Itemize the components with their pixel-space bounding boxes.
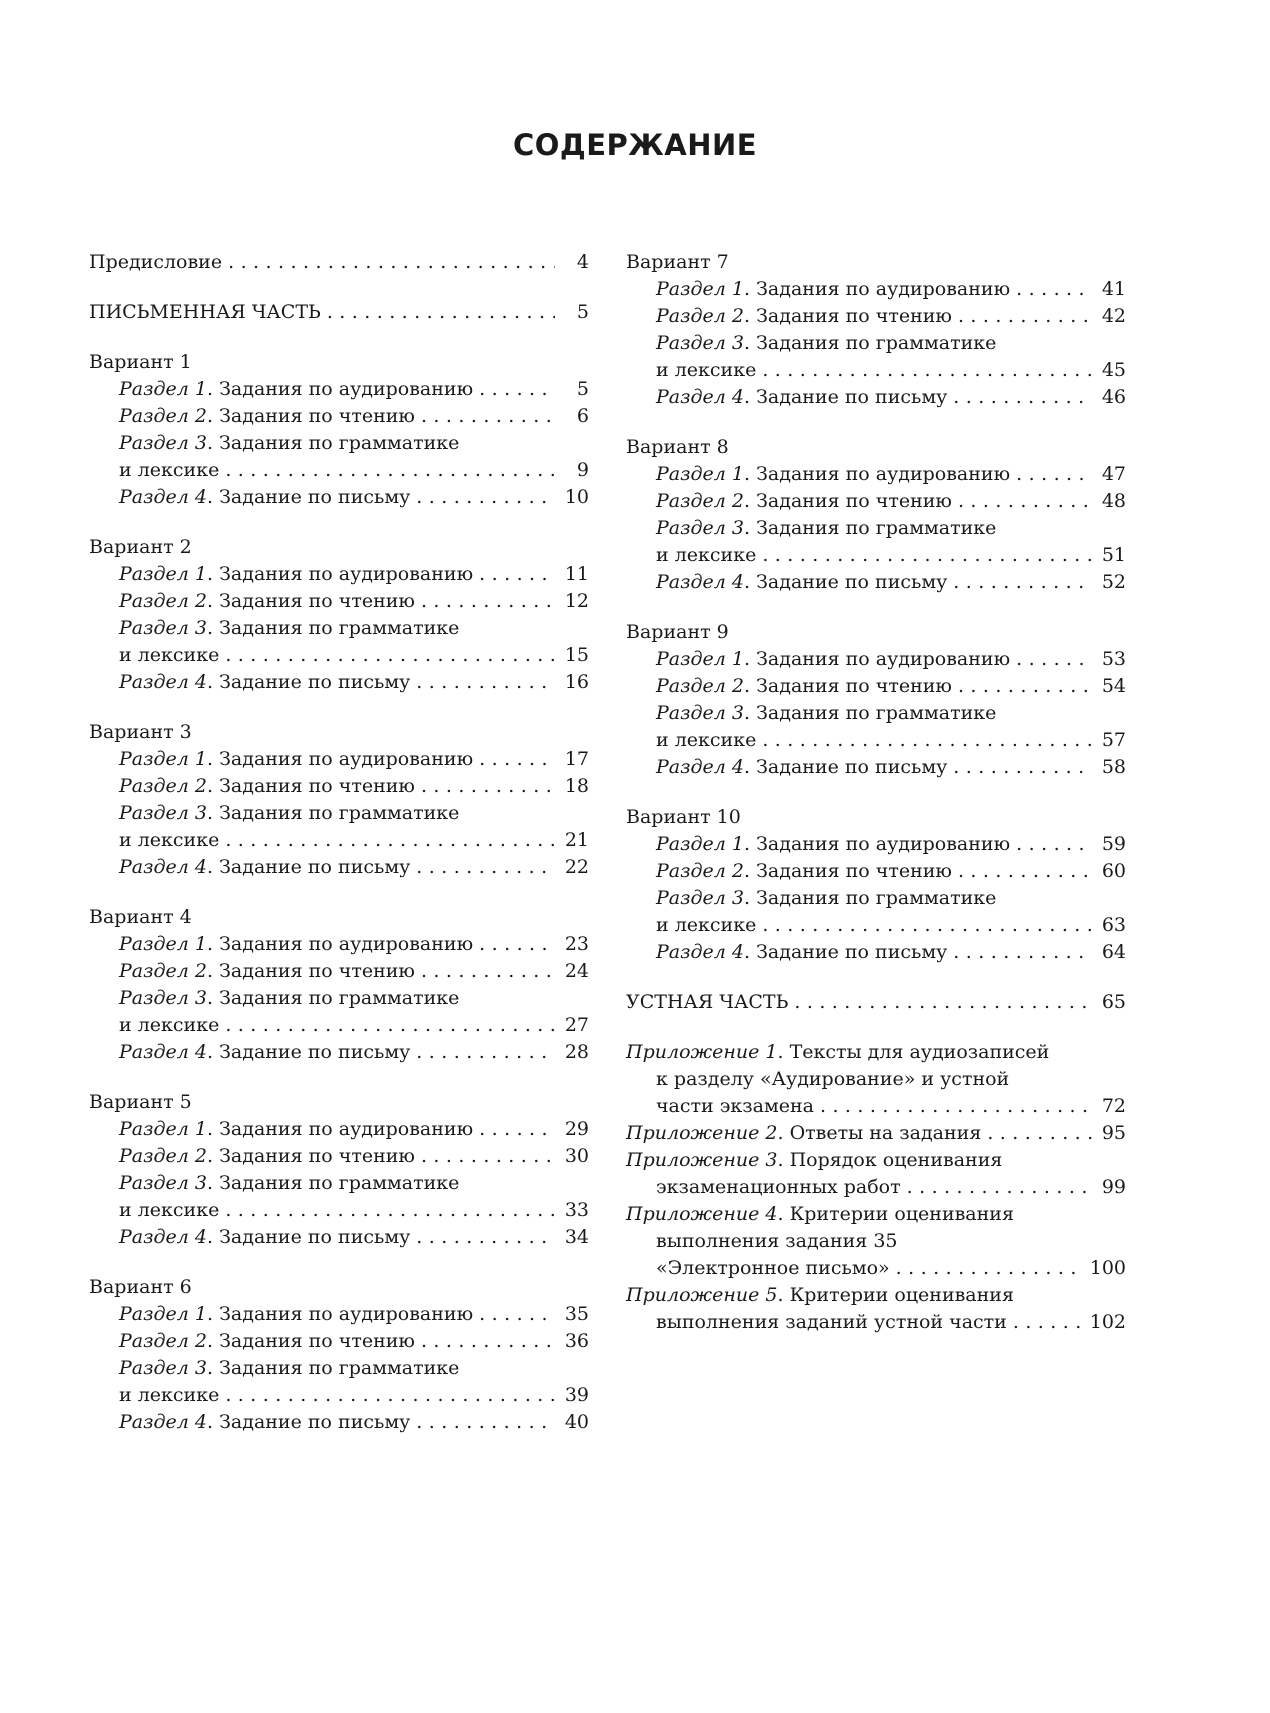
toc-appendix-line: Приложение 4. Критерии оценивания	[626, 1203, 1014, 1225]
toc-entry-section-2[interactable]: Раздел 2. Задания по чтению . . . 24	[89, 958, 589, 985]
toc-variant	[626, 434, 1126, 596]
toc-entry-section-3-title[interactable]: Раздел 3. Задания по грамматике	[119, 617, 460, 639]
toc-appendix-line: Приложение 1. Тексты для аудиозаписей	[626, 1041, 1050, 1063]
toc-entry-section-4[interactable]: Раздел 4. Задание по письму . . . 58	[626, 754, 1126, 781]
toc-entry-section-2[interactable]: Раздел 2. Задания по чтению . . . 12	[89, 588, 589, 615]
variant-heading: Вариант 4	[89, 906, 192, 928]
variant-heading: Вариант 7	[626, 251, 729, 273]
toc-entry-section-4[interactable]: Раздел 4. Задание по письму . . . 10	[89, 484, 589, 511]
toc-variant	[626, 249, 1126, 411]
toc-variant	[89, 349, 589, 511]
toc-entry-section-4[interactable]: Раздел 4. Задание по письму . . . 22	[89, 854, 589, 881]
toc-entry-appendix-1[interactable]: части экзамена . . . 72	[626, 1093, 1126, 1120]
toc-entry-section-4[interactable]: Раздел 4. Задание по письму . . . 16	[89, 669, 589, 696]
toc-entry-appendix-2[interactable]: Приложение 2. Ответы на задания . . . 95	[626, 1120, 1126, 1147]
toc-entry-section-2[interactable]: Раздел 2. Задания по чтению . . . 48	[626, 488, 1126, 515]
toc-entry-section-3-title[interactable]: Раздел 3. Задания по грамматике	[656, 887, 997, 909]
variant-heading: Вариант 1	[89, 351, 192, 373]
toc-entry-section-3-title[interactable]: Раздел 3. Задания по грамматике	[119, 1172, 460, 1194]
toc-entry-section-3[interactable]: и лексике . . . 57	[626, 727, 1126, 754]
toc-entry-section-3-title[interactable]: Раздел 3. Задания по грамматике	[656, 517, 997, 539]
toc-entry-section-2[interactable]: Раздел 2. Задания по чтению . . . 60	[626, 858, 1126, 885]
toc-entry-section-4[interactable]: Раздел 4. Задание по письму . . . 52	[626, 569, 1126, 596]
toc-entry-section-1[interactable]: Раздел 1. Задания по аудированию . . . 41	[626, 276, 1126, 303]
toc-entry-section-1[interactable]: Раздел 1. Задания по аудированию . . . 17	[89, 746, 589, 773]
toc-entry-section-3[interactable]: и лексике . . . 15	[89, 642, 589, 669]
toc-variant	[89, 1274, 589, 1436]
toc-entry-section-3-title[interactable]: Раздел 3. Задания по грамматике	[656, 702, 997, 724]
toc-entry-section-1[interactable]: Раздел 1. Задания по аудированию . . . 59	[626, 831, 1126, 858]
toc-entry-appendix-4[interactable]: «Электронное письмо» . . . 100	[626, 1255, 1126, 1282]
toc-right-column	[626, 249, 1126, 1336]
toc-entry-section-2[interactable]: Раздел 2. Задания по чтению . . . 36	[89, 1328, 589, 1355]
toc-entry-section-4[interactable]: Раздел 4. Задание по письму . . . 34	[89, 1224, 589, 1251]
toc-entry-appendix-3[interactable]: экзаменационных работ . . . 99	[626, 1174, 1126, 1201]
toc-variant	[89, 719, 589, 881]
toc-entry-section-3[interactable]: и лексике . . . 39	[89, 1382, 589, 1409]
variant-heading: Вариант 3	[89, 721, 192, 743]
variant-heading: Вариант 9	[626, 621, 729, 643]
toc-entry-section-1[interactable]: Раздел 1. Задания по аудированию . . . 35	[89, 1301, 589, 1328]
toc-entry-section-3-title[interactable]: Раздел 3. Задания по грамматике	[119, 987, 460, 1009]
toc-entry-section-1[interactable]: Раздел 1. Задания по аудированию . . . 11	[89, 561, 589, 588]
toc-appendix-line: Приложение 5. Критерии оценивания	[626, 1284, 1014, 1306]
toc-entry-section-2[interactable]: Раздел 2. Задания по чтению . . . 18	[89, 773, 589, 800]
toc-entry-section-1[interactable]: Раздел 1. Задания по аудированию . . . 47	[626, 461, 1126, 488]
toc-entry-section-2[interactable]: Раздел 2. Задания по чтению . . . 6	[89, 403, 589, 430]
toc-entry-section-1[interactable]: Раздел 1. Задания по аудированию . . . 53	[626, 646, 1126, 673]
toc-entry-section-3[interactable]: и лексике . . . 51	[626, 542, 1126, 569]
toc-entry-section-4[interactable]: Раздел 4. Задание по письму . . . 64	[626, 939, 1126, 966]
toc-entry-section-3[interactable]: и лексике . . . 33	[89, 1197, 589, 1224]
variant-heading: Вариант 5	[89, 1091, 192, 1113]
toc-entry-section-2[interactable]: Раздел 2. Задания по чтению . . . 54	[626, 673, 1126, 700]
toc-entry-section-4[interactable]: Раздел 4. Задание по письму . . . 40	[89, 1409, 589, 1436]
toc-entry-section-3-title[interactable]: Раздел 3. Задания по грамматике	[119, 802, 460, 824]
toc-variant	[89, 1089, 589, 1251]
toc-entry-section-3-title[interactable]: Раздел 3. Задания по грамматике	[119, 1357, 460, 1379]
toc-appendix-line: Приложение 3. Порядок оценивания	[626, 1149, 1003, 1171]
toc-entry-section-2[interactable]: Раздел 2. Задания по чтению . . . 42	[626, 303, 1126, 330]
variant-heading: Вариант 2	[89, 536, 192, 558]
toc-variant	[626, 619, 1126, 781]
toc-left-column	[89, 249, 589, 1459]
variant-heading: Вариант 6	[89, 1276, 192, 1298]
toc-variant	[89, 904, 589, 1066]
variant-heading: Вариант 8	[626, 436, 729, 458]
variant-heading: Вариант 10	[626, 806, 741, 828]
toc-entry-oral-part[interactable]: УСТНАЯ ЧАСТЬ . . . 65	[626, 989, 1126, 1016]
toc-entry-section-3[interactable]: и лексике . . . 9	[89, 457, 589, 484]
toc-entry-section-3-title[interactable]: Раздел 3. Задания по грамматике	[656, 332, 997, 354]
toc-variant	[626, 804, 1126, 966]
toc-entry-section-1[interactable]: Раздел 1. Задания по аудированию . . . 29	[89, 1116, 589, 1143]
page-title: СОДЕРЖАНИЕ	[512, 128, 758, 162]
toc-entry-section-3[interactable]: и лексике . . . 63	[626, 912, 1126, 939]
toc-entry-section-4[interactable]: Раздел 4. Задание по письму . . . 46	[626, 384, 1126, 411]
toc-entry-section-1[interactable]: Раздел 1. Задания по аудированию . . . 5	[89, 376, 589, 403]
toc-entry-section-3-title[interactable]: Раздел 3. Задания по грамматике	[119, 432, 460, 454]
toc-appendix-line: к разделу «Аудирование» и устной	[656, 1068, 1010, 1090]
toc-entry-section-3[interactable]: и лексике . . . 27	[89, 1012, 589, 1039]
toc-appendix-line: выполнения задания 35	[656, 1230, 898, 1252]
toc-entry-section-3[interactable]: и лексике . . . 21	[89, 827, 589, 854]
toc-entry-appendix-5[interactable]: выполнения заданий устной части . . . 102	[626, 1309, 1126, 1336]
toc-entry-section-3[interactable]: и лексике . . . 45	[626, 357, 1126, 384]
toc-entry-section-2[interactable]: Раздел 2. Задания по чтению . . . 30	[89, 1143, 589, 1170]
toc-entry-section-4[interactable]: Раздел 4. Задание по письму . . . 28	[89, 1039, 589, 1066]
toc-variant	[89, 534, 589, 696]
toc-entry-written-part[interactable]: ПИСЬМЕННАЯ ЧАСТЬ . . . 5	[89, 299, 589, 326]
toc-entry-section-1[interactable]: Раздел 1. Задания по аудированию . . . 23	[89, 931, 589, 958]
toc-entry-preface[interactable]: Предисловие . . . 4	[89, 249, 589, 276]
